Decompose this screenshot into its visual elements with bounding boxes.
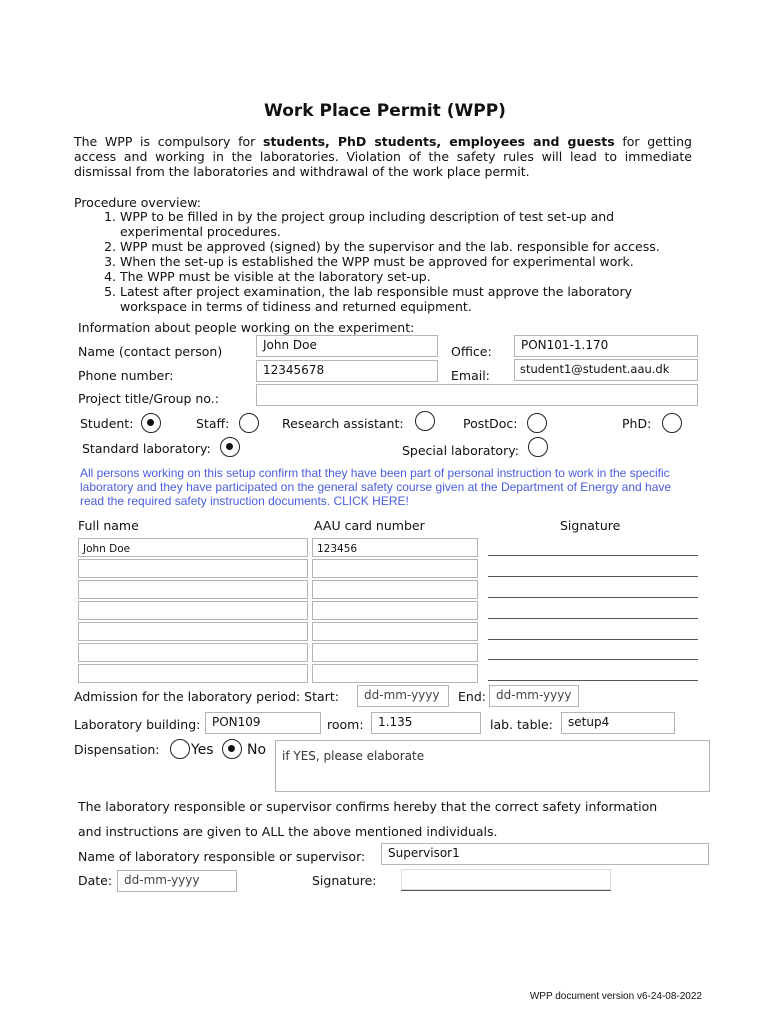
signature-label: Signature: (312, 873, 377, 888)
room-field[interactable]: 1.135 (371, 712, 481, 734)
office-field[interactable]: PON101-1.170 (514, 335, 698, 357)
signature-field[interactable] (401, 869, 611, 890)
person-name-field[interactable] (78, 664, 308, 683)
name-field[interactable]: John Doe (256, 335, 438, 357)
staff-radio[interactable] (239, 413, 259, 433)
person-card-field[interactable]: 123456 (312, 538, 478, 557)
dispensation-yes-radio[interactable] (170, 739, 190, 759)
email-field[interactable]: student1@student.aau.dk (514, 359, 698, 381)
supervisor-label: Name of laboratory responsible or supervisor: (78, 849, 366, 864)
person-signature-line (488, 555, 698, 556)
person-signature-line (488, 576, 698, 577)
confirmation-link[interactable]: All persons working on this setup confirm that they have been part of personal instruction to work in the specific laboratory and they have participated on the general safety course given at the Department of Energy and have read the required safety instruction documents. CLICK HERE! (80, 466, 672, 508)
closing-line-1: The laboratory responsible or supervisor confirms hereby that the correct safety information (78, 799, 658, 814)
dispensation-label: Dispensation: (74, 742, 160, 757)
person-signature-line (488, 618, 698, 619)
room-label: room: (327, 717, 364, 732)
phd-label: PhD: (622, 416, 652, 431)
email-label: Email: (451, 368, 490, 383)
date-label: Date: (78, 873, 113, 888)
procedure-step: 1. WPP to be filled in by the project group including description of test set-up and experimental procedures. (120, 209, 694, 239)
person-name-field[interactable] (78, 580, 308, 599)
building-field[interactable]: PON109 (205, 712, 321, 734)
person-card-field[interactable] (312, 559, 478, 578)
person-card-field[interactable] (312, 664, 478, 683)
signature-line (401, 890, 611, 891)
special-lab-label: Special laboratory: (402, 443, 519, 458)
dispensation-yes-label: Yes (191, 742, 214, 758)
student-radio[interactable] (141, 413, 161, 433)
person-card-field[interactable] (312, 622, 478, 641)
end-label: End: (458, 689, 486, 704)
procedure-step: 4. The WPP must be visible at the laboratory set-up. (120, 269, 694, 284)
closing-line-2: and instructions are given to ALL the above mentioned individuals. (78, 824, 498, 839)
lab-table-field[interactable]: setup4 (561, 712, 675, 734)
person-card-field[interactable] (312, 601, 478, 620)
person-name-field[interactable] (78, 622, 308, 641)
person-name-field[interactable] (78, 601, 308, 620)
intro-bold: students, PhD students, employees and guests (263, 134, 615, 149)
project-field[interactable] (256, 384, 698, 406)
student-label: Student: (80, 416, 134, 431)
standard-lab-radio[interactable] (220, 437, 240, 457)
special-lab-radio[interactable] (528, 437, 548, 457)
dispensation-details-field[interactable]: if YES, please elaborate (275, 740, 710, 792)
col-full-name: Full name (78, 518, 139, 533)
procedure-heading: Procedure overview: (74, 195, 201, 210)
name-label: Name (contact person) (78, 344, 223, 359)
research-assistant-radio[interactable] (415, 411, 435, 431)
staff-label: Staff: (196, 416, 230, 431)
project-label: Project title/Group no.: (78, 391, 219, 406)
date-field[interactable]: dd-mm-yyyy (117, 870, 237, 892)
procedure-step: 3. When the set-up is established the WPP must be approved for experimental work. (120, 254, 694, 269)
page-title: Work Place Permit (WPP) (264, 101, 506, 121)
end-date-field[interactable]: dd-mm-yyyy (489, 685, 579, 707)
office-label: Office: (451, 344, 492, 359)
admission-label: Admission for the laboratory period: Start: (74, 689, 339, 704)
phone-field[interactable]: 12345678 (256, 360, 438, 382)
dispensation-no-radio[interactable] (222, 739, 242, 759)
supervisor-field[interactable]: Supervisor1 (381, 843, 709, 865)
procedure-step: 2. WPP must be approved (signed) by the supervisor and the lab. responsible for access. (120, 239, 694, 254)
standard-lab-label: Standard laboratory: (82, 441, 211, 456)
person-name-field[interactable]: John Doe (78, 538, 308, 557)
building-label: Laboratory building: (74, 717, 201, 732)
person-signature-line (488, 659, 698, 660)
person-card-field[interactable] (312, 580, 478, 599)
postdoc-radio[interactable] (527, 413, 547, 433)
person-signature-line (488, 680, 698, 681)
person-name-field[interactable] (78, 559, 308, 578)
person-signature-line (488, 639, 698, 640)
col-aau-card: AAU card number (314, 518, 425, 533)
footer-version: WPP document version v6-24-08-2022 (529, 991, 702, 1002)
col-signature: Signature (560, 518, 621, 533)
lab-table-label: lab. table: (490, 717, 553, 732)
phone-label: Phone number: (78, 368, 174, 383)
phd-radio[interactable] (662, 413, 682, 433)
start-date-field[interactable]: dd-mm-yyyy (357, 685, 449, 707)
procedure-list (74, 209, 694, 314)
intro-paragraph: The WPP is compulsory for students, PhD students, employees and guests for getting access and working in the laboratories. Violation of the safety rules will lead to immediate dismissal from the laboratories and withdrawal of the work place permit. (74, 134, 692, 179)
people-heading: Information about people working on the experiment: (78, 320, 415, 335)
dispensation-no-label: No (247, 742, 267, 758)
person-card-field[interactable] (312, 643, 478, 662)
person-name-field[interactable] (78, 643, 308, 662)
research-assistant-label: Research assistant: (282, 416, 404, 431)
person-signature-line (488, 597, 698, 598)
procedure-step: 5. Latest after project examination, the lab responsible must approve the laboratory workspace in terms of tidiness and returned equipment. (120, 284, 694, 314)
postdoc-label: PostDoc: (463, 416, 518, 431)
